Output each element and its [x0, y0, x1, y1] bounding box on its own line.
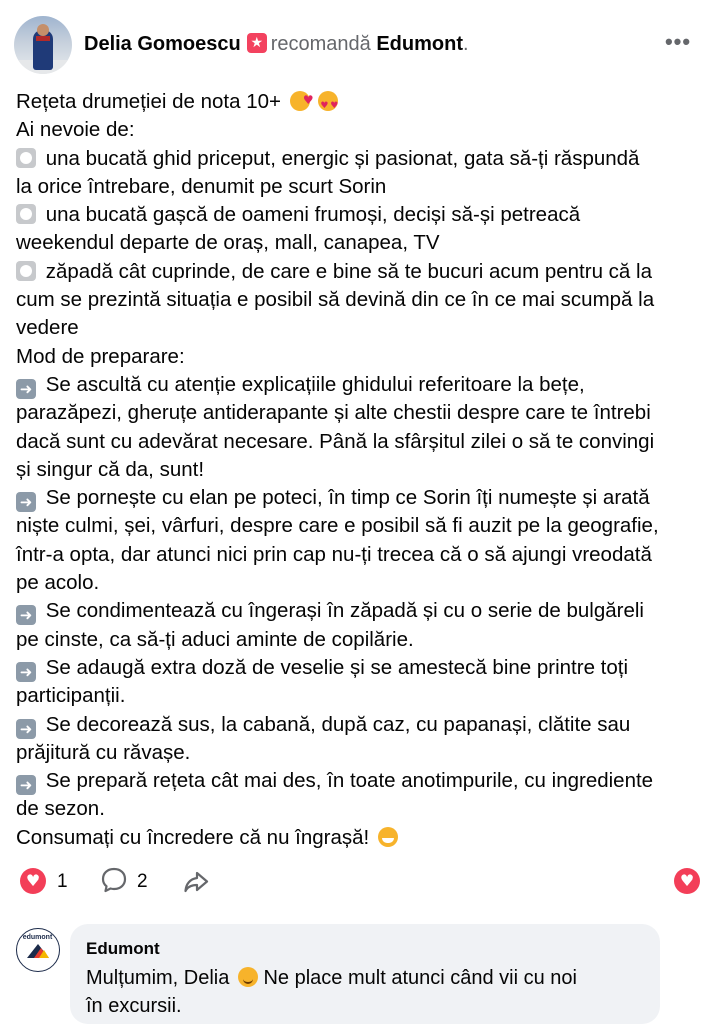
right-arrow-icon: ➜ [16, 775, 36, 795]
comment-text-c: în excursii. [86, 995, 182, 1017]
step-3-cont: pe cinste, ca să-ți aduci aminte de copilărie. [16, 627, 414, 651]
post-header [0, 0, 716, 88]
comment-author[interactable]: Edumont [86, 939, 160, 958]
separator: . [463, 33, 469, 55]
ingredient-1 [16, 145, 706, 173]
step-5-cont: prăjitură cu răvașe. [16, 740, 191, 764]
step-1-text-a: Se ascultă cu atenție explicațiile ghidului referitoare la bețe, [45, 372, 585, 396]
step-2 [16, 484, 706, 512]
post-body [16, 88, 706, 852]
ingredient-3 [16, 258, 706, 286]
step-3-text-a: Se condimentează cu îngerași în zăpadă și cu o serie de bulgăreli [45, 599, 644, 623]
heart-eyes-icon [318, 91, 338, 111]
ingredient-2 [16, 201, 706, 229]
recommend-verb: recomandă [270, 33, 371, 55]
recommend-star-icon [247, 33, 267, 53]
step-2-cont: niște culmi, șei, vârfuri, despre care e posibil să fi auzit pe la geografie, [16, 514, 659, 538]
white-circle-icon [16, 261, 36, 281]
avatar-logo-text: edumont [22, 934, 53, 941]
ingredient-3-cont-2: vedere [16, 316, 79, 340]
smiling-face-icon [238, 967, 258, 987]
page-name[interactable]: Edumont [376, 33, 463, 55]
white-circle-icon [16, 204, 36, 224]
post-title-line [16, 88, 706, 116]
step-6 [16, 767, 706, 795]
step-2-cont-2: într-a opta, dar atunci nici prin cap nu-ți trecea că o să ajungi vreodată [16, 542, 652, 566]
step-1-cont-2: dacă sunt cu adevărat necesare. Până la sfârșitul zilei o să te convingi [16, 429, 655, 453]
step-3 [16, 597, 706, 625]
post-title: Rețeta drumeției de nota 10+ [16, 90, 281, 113]
right-arrow-icon: ➜ [16, 662, 36, 682]
love-icon[interactable]: ♥ [674, 868, 700, 894]
love-reaction-icon[interactable]: ♥ [20, 868, 46, 894]
comment-text [86, 964, 646, 1020]
comment-bubble [70, 924, 660, 1024]
smiling-face-with-hearts-icon [290, 91, 310, 111]
closing-text: Consumați cu încredere că nu îngrașă! [16, 825, 370, 849]
reaction-count[interactable]: 1 [57, 871, 68, 892]
comment-text-b: Ne place mult atunci când vii cu noi [263, 967, 577, 989]
white-circle-icon [16, 148, 36, 168]
step-6-text-a: Se prepară rețeta cât mai des, în toate anotimpurile, cu ingrediente [45, 769, 654, 793]
step-4-text-a: Se adaugă extra doză de veselie și se amestecă bine printre toți [45, 655, 629, 679]
commenter-avatar[interactable] [16, 928, 60, 972]
comment-icon[interactable] [100, 866, 128, 894]
method-heading: Mod de preparare: [16, 344, 185, 368]
closing-line [16, 824, 706, 852]
post-actions [0, 862, 716, 902]
comment [0, 918, 716, 1024]
ingredient-2-cont: weekendul departe de oraș, mall, canapea, TV [16, 231, 440, 255]
step-5 [16, 711, 706, 739]
author-name[interactable]: Delia Gomoescu [84, 33, 241, 55]
right-arrow-icon: ➜ [16, 379, 36, 399]
ingredient-3-text-a: zăpadă cât cuprinde, de care e bine să te bucuri acum pentru că la [45, 259, 652, 283]
ingredient-2-text-a: una bucată gașcă de oameni frumoși, deciși să-și petreacă [45, 203, 581, 227]
comment-count[interactable]: 2 [137, 871, 148, 892]
needs-heading: Ai nevoie de: [16, 118, 135, 142]
step-4-cont: participanții. [16, 684, 126, 708]
step-2-text-a: Se pornește cu elan pe poteci, în timp ce Sorin îți numește și arată [45, 486, 650, 510]
right-arrow-icon: ➜ [16, 719, 36, 739]
author-line [84, 32, 469, 56]
step-6-cont: de sezon. [16, 797, 105, 821]
right-arrow-icon: ➜ [16, 605, 36, 625]
author-avatar[interactable] [14, 16, 72, 74]
grinning-face-icon [378, 827, 398, 847]
ingredient-1-text-a: una bucată ghid priceput, energic și pasionat, gata să-ți răspundă [45, 146, 640, 170]
step-4 [16, 654, 706, 682]
step-5-text-a: Se decorează sus, la cabană, după caz, cu papanași, clătite sau [45, 712, 631, 736]
step-1-cont: parazăpezi, gheruțe antiderapante și alte chestii despre care te întrebi [16, 401, 651, 425]
ingredient-3-cont: cum se prezintă situația e posibil să devină din ce în ce mai scumpă la [16, 288, 655, 312]
comment-text-a: Mulțumim, Delia [86, 967, 230, 989]
share-icon[interactable] [182, 868, 210, 896]
ingredient-1-cont: la orice întrebare, denumit pe scurt Sorin [16, 174, 387, 198]
step-2-cont-3: pe acolo. [16, 571, 100, 595]
step-1 [16, 371, 706, 399]
right-arrow-icon: ➜ [16, 492, 36, 512]
step-1-cont-3: și singur că da, sunt! [16, 457, 205, 481]
more-options-icon[interactable]: ••• [664, 29, 692, 54]
logo-mountain-yellow [39, 950, 49, 958]
